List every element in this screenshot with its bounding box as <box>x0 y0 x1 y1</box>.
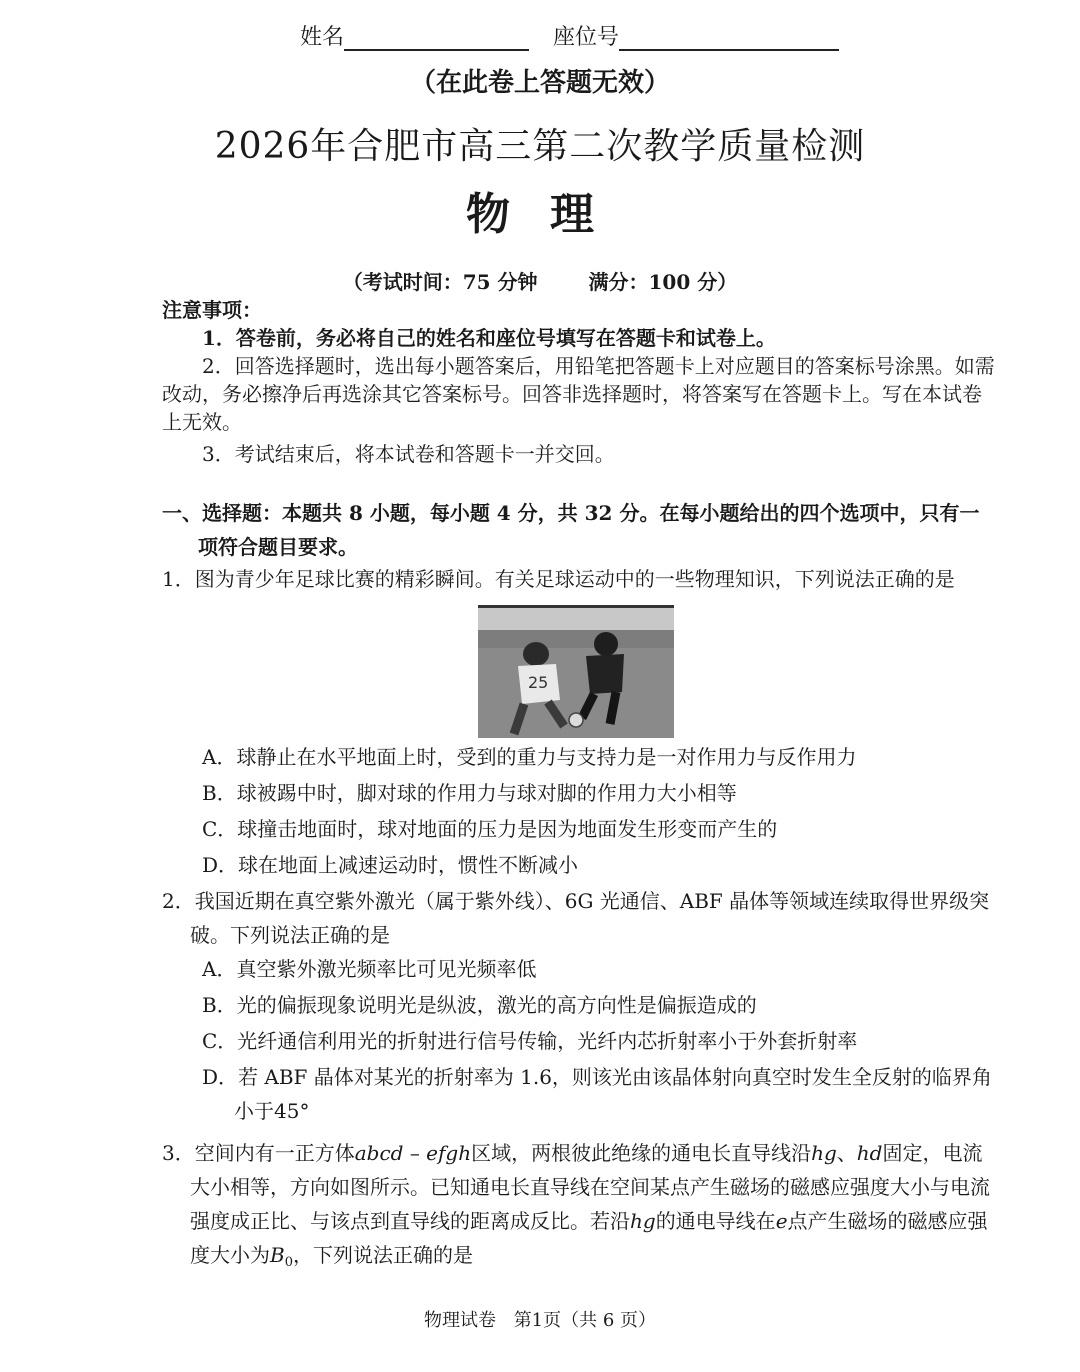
question-option: B．光的偏振现象说明光是纵波，激光的高方向性是偏振造成的 <box>202 993 757 1017</box>
notice-block <box>162 296 998 468</box>
seat-blank-line <box>619 25 839 51</box>
jersey-number: 25 <box>528 673 549 692</box>
subject-title: 物理 <box>466 189 634 240</box>
b-subscript: 0 <box>284 1255 293 1270</box>
question-stem: 1．图为青少年足球比赛的精彩瞬间。有关足球运动中的一些物理知识，下列说法正确的是 <box>162 567 955 591</box>
question-option: D．若 ABF 晶体对某光的折射率为 1.6，则该光由该晶体射向真空时发生全反射的临界角小于45° <box>202 1065 992 1123</box>
section-heading <box>162 496 998 564</box>
question-1-stem <box>162 562 998 596</box>
photo-sky <box>478 608 674 630</box>
footer-page: 第1页（共 6 页） <box>513 1310 657 1331</box>
stem-text: 、 <box>836 1141 857 1165</box>
player-right-head <box>594 632 618 656</box>
notice-item: 1．答卷前，务必将自己的姓名和座位号填写在答题卡和试卷上。 <box>202 326 776 350</box>
exam-time: （考试时间：75 分钟 <box>342 270 538 294</box>
wire-label: hg <box>630 1209 656 1233</box>
seat-label: 座位号 <box>553 25 620 50</box>
question-2 <box>162 884 998 1128</box>
exam-score: 满分：100 分） <box>588 270 738 294</box>
question-option: A．真空紫外激光频率比可见光频率低 <box>202 957 537 981</box>
footer-subject: 物理试卷 <box>423 1310 496 1331</box>
question-stem <box>162 1136 998 1280</box>
notice-item: 2．回答选择题时，选出每小题答案后，用铅笔把答题卡上对应题目的答案标号涂黑。如需改动，务必擦净后再选涂其它答案标号。回答非选择题时，将答案写在答题卡上。写在本试卷上无效。 <box>162 354 995 434</box>
stem-text: 点产生磁场的磁感应强度大小为 <box>190 1209 988 1267</box>
question-3 <box>162 1136 998 1280</box>
question-option: C．光纤通信利用光的折射进行信号传输，光纤内芯折射率小于外套折射率 <box>202 1029 858 1053</box>
notice-item: 3．考试结束后，将本试卷和答题卡一并交回。 <box>202 442 615 466</box>
question-option: B．球被踢中时，脚对球的作用力与球对脚的作用力大小相等 <box>202 781 737 805</box>
question-stem: 2．我国近期在真空紫外激光（属于紫外线）、6G 光通信、ABF 晶体等领域连续取得世界级突破。下列说法正确的是 <box>162 889 990 947</box>
stem-text: 固定，电流大小相等，方向如图所示。已知通电长直导线在空间某点产生磁场的磁感应强度大小与电流强度成正比、与该点到直导线的距离成反比。若沿 <box>190 1141 990 1233</box>
candidate-info <box>300 20 839 51</box>
exam-info <box>0 266 1080 295</box>
question-1-options <box>162 740 998 882</box>
b-symbol: B <box>270 1243 285 1267</box>
exam-title: 2026年合肥市高三第二次教学质量检测 <box>214 126 866 167</box>
stem-text: 的通电导线在 <box>655 1209 776 1233</box>
stem-text: 区域，两根彼此绝缘的通电长直导线沿 <box>471 1141 812 1165</box>
point-label: e <box>775 1209 788 1233</box>
player-right-jersey <box>586 654 624 694</box>
name-blank-line <box>344 25 529 51</box>
soccer-ball <box>569 713 583 727</box>
wire-label: hg <box>811 1141 837 1165</box>
invalid-note: （在此卷上答题无效） <box>409 68 670 98</box>
question-option: D．球在地面上减速运动时，惯性不断减小 <box>202 853 579 877</box>
player-left-head <box>523 642 549 666</box>
stem-text: 3．空间内有一正方体 <box>162 1141 355 1165</box>
question-option: A．球静止在水平地面上时，受到的重力与支持力是一对作用力与反作用力 <box>202 745 857 769</box>
cube-label: abcd – efgh <box>354 1141 472 1165</box>
section-heading-line1: 一、选择题：本题共 8 小题，每小题 4 分，共 32 分。在每小题给出的四个选项中，只有一 <box>162 501 980 525</box>
name-label: 姓名 <box>300 25 345 50</box>
photo-background-crowd <box>478 630 674 648</box>
soccer-photo-illustration <box>478 608 674 738</box>
soccer-players-photo <box>478 605 674 738</box>
stem-text: ，下列说法正确的是 <box>292 1243 473 1267</box>
section-heading-line2: 项符合题目要求。 <box>198 535 358 559</box>
question-option: C．球撞击地面时，球对地面的压力是因为地面发生形变而产生的 <box>202 817 778 841</box>
page-footer <box>0 1306 1080 1332</box>
notice-title: 注意事项： <box>162 298 262 322</box>
wire-label: hd <box>856 1141 883 1165</box>
